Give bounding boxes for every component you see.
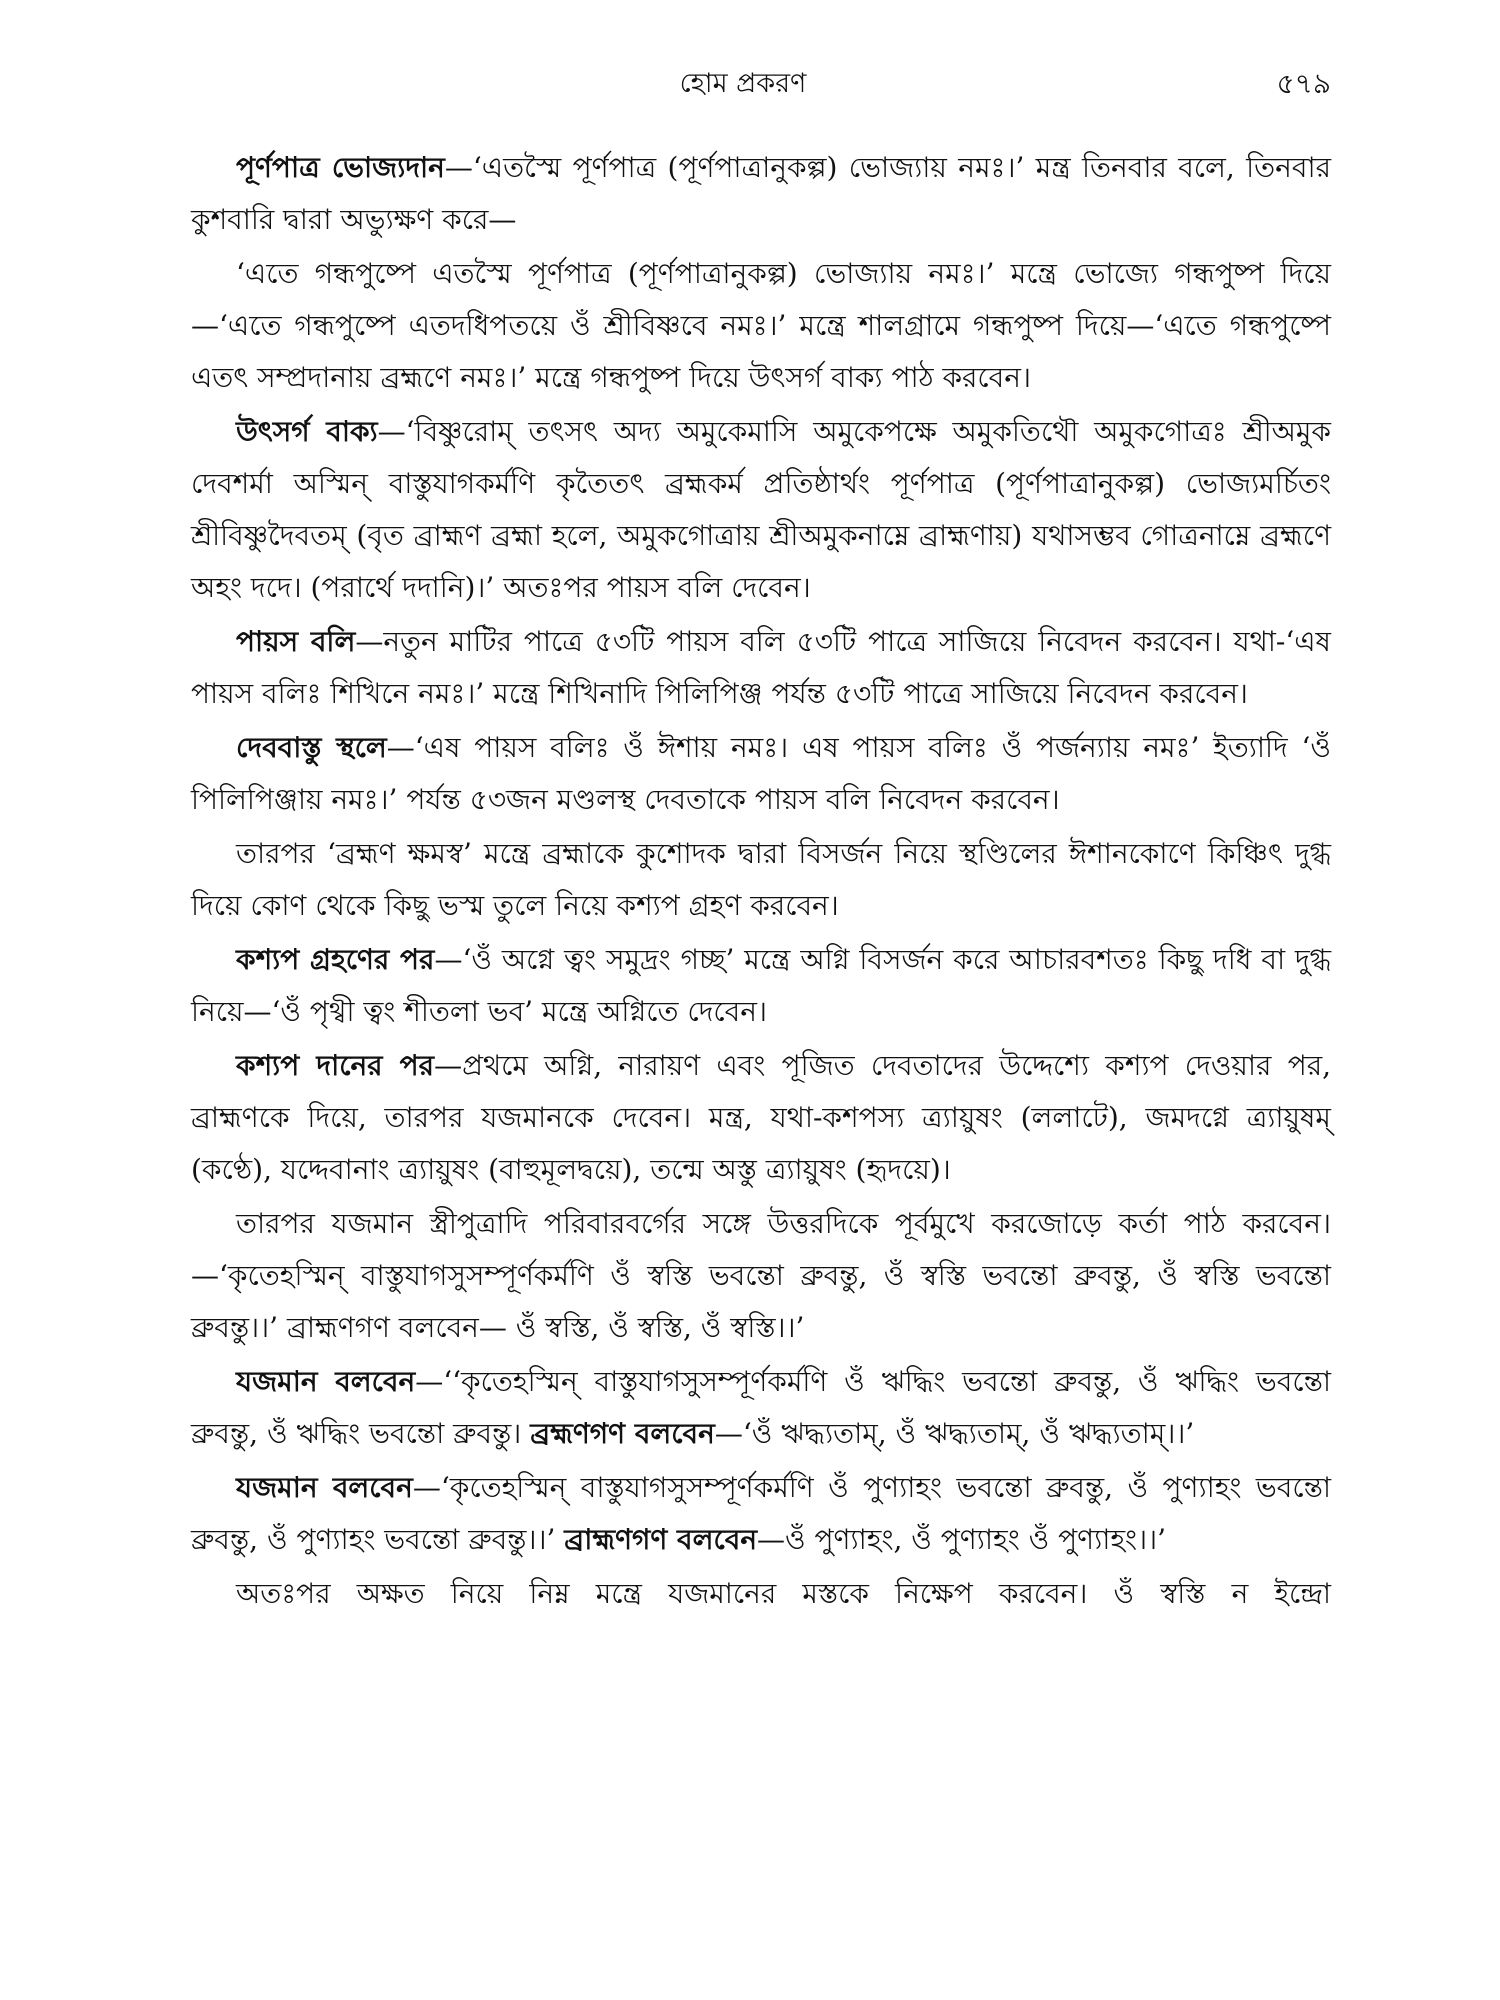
paragraph-text: —ওঁ পুণ্যাহং, ওঁ পুণ্যাহং ওঁ পুণ্যাহং।।’ — [757, 1523, 1167, 1556]
paragraph-text: —‘এষ পায়স বলিঃ ওঁ ঈশায় নমঃ। এষ পায়স বলিঃ ওঁ পর্জন্যায় নমঃ’ ইত্যাদি ‘ওঁ পিলিপিঞ্জায় নমঃ।’ পর্যন্ত ৫৩জন মণ্ডলস্থ দেবতাকে পায়স বলি নিবেদন করবেন। — [191, 731, 1331, 816]
paragraph-text: তারপর যজমান স্ত্রীপুত্রাদি পরিবারবর্গের সঙ্গে উত্তরদিকে পূর্বমুখে করজোড়ে কর্তা পাঠ করবেন।—‘কৃতেহস্মিন্ বাস্তুযাগসুসম্পূর্ণকর্মণি ওঁ স্বস্তি ভবন্তো ব্রুবন্তু, ওঁ স্বস্তি ভবন্তো ব্রুবন্তু, ওঁ স্বস্তি ভবন্তো ব্রুবন্তু।।’ ব্রাহ্মণগণ বলবেন— ওঁ স্বস্তি, ওঁ স্বস্তি, ওঁ স্বস্তি।।’ — [191, 1207, 1331, 1344]
paragraph-heading: কশ্যপ গ্রহণের পর — [236, 943, 435, 976]
paragraph-text: —‘এতস্মৈ পূর্ণপাত্র (পূর্ণপাত্রানুকল্প) ভোজ্যায় নমঃ।’ মন্ত্র তিনবার বলে, তিনবার কুশবারি দ্বারা অভ্যুক্ষণ করে— — [191, 151, 1331, 236]
paragraph-text: —‘বিষ্ণুরোম্ তৎসৎ অদ্য অমুকেমাসি অমুকেপক্ষে অমুকতিথৌ অমুকগোত্রঃ শ্রীঅমুক দেবশর্মা অস্মিন্ বাস্তুযাগকর্মণি কৃতৈতৎ ব্রহ্মকর্ম প্রতিষ্ঠার্থং পূর্ণপাত্র (পূর্ণপাত্রানুকল্প) ভোজ্যমর্চিতং শ্রীবিষ্ণুদৈবতম্ (বৃত ব্রাহ্মণ ব্রহ্মা হলে, অমুকগোত্রায় শ্রীঅমুকনাম্নে ব্রাহ্মণায়) যথাসম্ভব গোত্রনাম্নে ব্রহ্মণে অহং দদে। (পরার্থে দদানি)।’ অতঃপর পায়স বলি দেবেন। — [191, 415, 1331, 604]
paragraph-gandhapushpa — [191, 248, 1331, 404]
paragraph-kashyap-grahaner-par — [191, 934, 1331, 1038]
paragraph-text: —‘কৃতেহস্মিন্ বাস্তুযাগসুসম্পূর্ণকর্মণি ওঁ পুণ্যাহং ভবন্তো ব্রুবন্তু, ওঁ পুণ্যাহং ভবন্তো ব্রুবন্তু, ওঁ পুণ্যাহং ভবন্তো ব্রুবন্তু।।’ — [191, 1471, 1331, 1556]
paragraph-text: —নতুন মাটির পাত্রে ৫৩টি পায়স বলি ৫৩টি পাত্রে সাজিয়ে নিবেদন করবেন। যথা-‘এষ পায়স বলিঃ শিখিনে নমঃ।’ মন্ত্রে শিখিনাদি পিলিপিঞ্জ পর্যন্ত ৫৩টি পাত্রে সাজিয়ে নিবেদন করবেন। — [191, 625, 1331, 710]
paragraph-text: —‘ওঁ ঋদ্ধ্যতাম্, ওঁ ঋদ্ধ্যতাম্, ওঁ ঋদ্ধ্যতাম্।।’ — [714, 1417, 1195, 1450]
paragraph-text: অতঃপর অক্ষত নিয়ে নিম্ন মন্ত্রে যজমানের মস্তকে নিক্ষেপ করবেন। ওঁ স্বস্তি ন ইন্দ্রো — [236, 1577, 1331, 1610]
paragraph-payas-bali — [191, 616, 1331, 720]
paragraph-heading: পূর্ণপাত্র ভোজ্যদান — [236, 151, 445, 184]
paragraph-purnapatra-bhojyadan — [191, 142, 1331, 246]
paragraph-devavastu-sthale — [191, 722, 1331, 826]
paragraph-heading: কশ্যপ দানের পর — [236, 1049, 435, 1082]
page-number: ৫৭৯ — [1276, 67, 1331, 100]
paragraph-text: ‘এতে গন্ধপুষ্পে এতস্মৈ পূর্ণপাত্র (পূর্ণপাত্রানুকল্প) ভোজ্যায় নমঃ।’ মন্ত্রে ভোজ্যে গন্ধপুষ্প দিয়ে—‘এতে গন্ধপুষ্পে এতদধিপতয়ে ওঁ শ্রীবিষ্ণবে নমঃ।’ মন্ত্রে শালগ্রামে গন্ধপুষ্প দিয়ে—‘এতে গন্ধপুষ্পে এতৎ সম্প্রদানায় ব্রহ্মণে নমঃ।’ মন্ত্রে গন্ধপুষ্প দিয়ে উৎসর্গ বাক্য পাঠ করবেন। — [191, 257, 1331, 394]
paragraph-heading: যজমান বলবেন — [236, 1471, 413, 1504]
paragraph-heading: উৎসর্গ বাক্য — [236, 415, 378, 448]
paragraph-akshat-nikshep — [191, 1568, 1331, 1620]
paragraph-text: —‘ওঁ অগ্নে ত্বং সমুদ্রং গচ্ছ’ মন্ত্রে অগ্নি বিসর্জন করে আচারবশতঃ কিছু দধি বা দুগ্ধ নিয়ে—‘ওঁ পৃথ্বী ত্বং শীতলা ভব’ মন্ত্রে অগ্নিতে দেবেন। — [191, 943, 1331, 1028]
running-head-title: হোম প্রকরণ — [679, 68, 807, 99]
paragraph-text: —প্রথমে অগ্নি, নারায়ণ এবং পূজিত দেবতাদের উদ্দেশ্যে কশ্যপ দেওয়ার পর, ব্রাহ্মণকে দিয়ে, তারপর যজমানকে দেবেন। মন্ত্র, যথা-কশপস্য ত্র্যায়ুষং (ললাটে), জমদগ্নে ত্র্যায়ুষম্ (কণ্ঠে), যদ্দেবানাং ত্র্যায়ুষং (বাহুমূলদ্বয়ে), তন্মে অস্তু ত্র্যায়ুষং (হৃদয়ে)। — [191, 1049, 1332, 1186]
paragraph-heading: পায়স বলি — [236, 625, 356, 658]
page-body — [191, 142, 1331, 1620]
paragraph-punyaha-vachan — [191, 1462, 1331, 1566]
paragraph-text: তারপর ‘ব্রহ্মণ ক্ষমস্ব’ মন্ত্রে ব্রহ্মাকে কুশোদক দ্বারা বিসর্জন নিয়ে স্থণ্ডিলের ঈশানকোণে কিঞ্চিৎ দুগ্ধ দিয়ে কোণ থেকে কিছু ভস্ম তুলে নিয়ে কশ্যপ গ্রহণ করবেন। — [191, 837, 1331, 922]
paragraph-heading: যজমান বলবেন — [236, 1365, 416, 1398]
paragraph-heading: দেববাস্তু স্থলে — [236, 731, 387, 764]
paragraph-riddhi-vachan — [191, 1356, 1331, 1460]
paragraph-kashyap-daner-par — [191, 1040, 1331, 1196]
paragraph-brahman-kshamasva — [191, 828, 1331, 932]
inline-heading: ব্রহ্মণগণ বলবেন — [530, 1417, 715, 1450]
paragraph-swasti-vachan — [191, 1198, 1331, 1354]
inline-heading: ব্রাহ্মণগণ বলবেন — [564, 1523, 758, 1556]
paragraph-text: —‘‘কৃতেহস্মিন্ বাস্তুযাগসুসম্পূর্ণকর্মণি ওঁ ঋদ্ধিং ভবন্তো ব্রুবন্তু, ওঁ ঋদ্ধিং ভবন্তো ব্রুবন্তু, ওঁ ঋদ্ধিং ভবন্তো ব্রুবন্তু। — [191, 1365, 1331, 1450]
paragraph-utsarga-vakya — [191, 406, 1331, 614]
